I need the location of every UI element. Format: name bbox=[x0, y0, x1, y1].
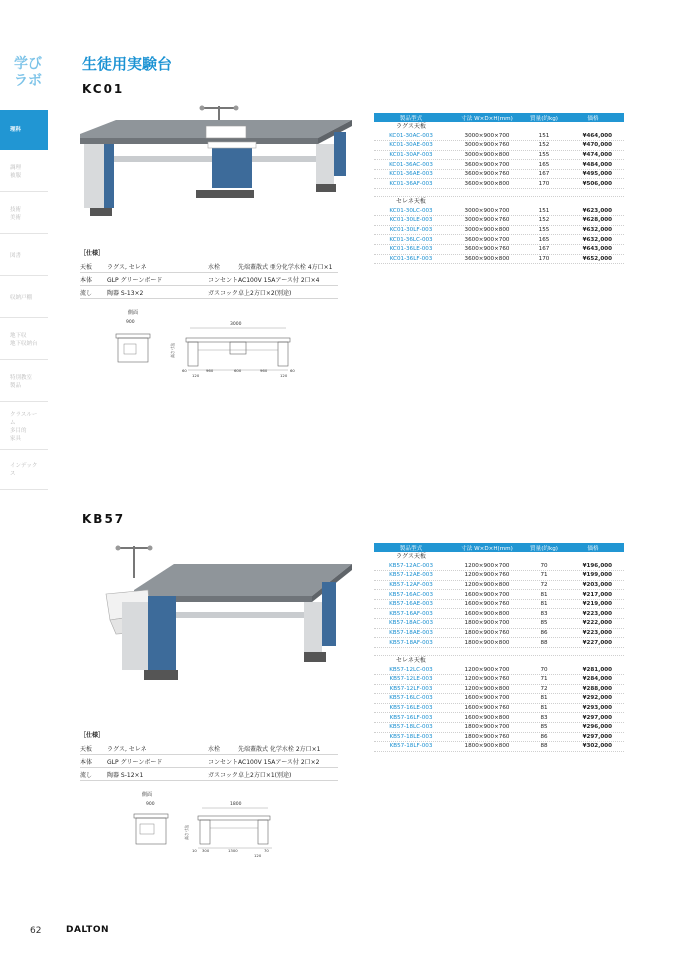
row-group bbox=[374, 665, 624, 751]
dimensions: 1600×900×700 bbox=[464, 591, 510, 598]
sidebar bbox=[0, 0, 48, 960]
side-label: 側面 bbox=[128, 310, 139, 316]
table-row bbox=[374, 685, 624, 695]
model-code: KC01-36LE-003 bbox=[389, 246, 433, 253]
row-group bbox=[374, 132, 624, 190]
table-row bbox=[374, 235, 624, 245]
dimensions: 1800×900×700 bbox=[464, 620, 510, 627]
weight: 81 bbox=[540, 705, 548, 712]
weight: 86 bbox=[540, 629, 548, 636]
model-code: KB57-18LC-003 bbox=[389, 724, 433, 731]
sidebar-item-tech-art[interactable]: 技術 美術 bbox=[0, 194, 48, 234]
model-code: KC01-30LE-003 bbox=[389, 217, 433, 224]
table-header: 製品型式 寸法 W×D×H(mm) 質量(約kg) 価格 bbox=[374, 113, 624, 122]
group-label: ラグス天板 bbox=[396, 553, 426, 560]
price: ¥281,000 bbox=[582, 666, 612, 673]
kc01-product-table bbox=[374, 113, 624, 264]
table-row bbox=[374, 665, 624, 675]
dimensions: 1800×900×700 bbox=[464, 724, 510, 731]
table-row bbox=[374, 255, 624, 265]
weight: 151 bbox=[538, 132, 550, 139]
kb57-spec bbox=[80, 730, 338, 781]
svg-text:120: 120 bbox=[254, 853, 262, 858]
svg-text:900: 900 bbox=[126, 320, 135, 325]
table-row bbox=[374, 216, 624, 226]
spec-title: ［仕様］ bbox=[80, 250, 105, 257]
dimensions: 1600×900×760 bbox=[464, 705, 510, 712]
price: ¥643,000 bbox=[582, 246, 612, 253]
table-row bbox=[374, 562, 624, 572]
table-row bbox=[374, 600, 624, 610]
model-code: KB57-12AC-003 bbox=[388, 562, 434, 569]
dimensions: 1600×900×760 bbox=[464, 601, 510, 608]
kc01-spec-table bbox=[80, 260, 338, 299]
table-row bbox=[374, 581, 624, 591]
svg-text:960: 960 bbox=[206, 368, 214, 373]
weight: 72 bbox=[540, 685, 548, 692]
weight: 151 bbox=[538, 207, 550, 214]
dimensions: 3000×900×800 bbox=[464, 151, 510, 158]
svg-text:高さ寸法: 高さ寸法 bbox=[170, 342, 175, 358]
weight: 81 bbox=[540, 601, 548, 608]
weight: 167 bbox=[538, 171, 550, 178]
model-code: KB57-16LC-003 bbox=[389, 695, 433, 702]
svg-text:1300: 1300 bbox=[228, 848, 238, 853]
model-code: KB57-18AE-003 bbox=[389, 629, 433, 636]
dimensions: 1800×900×760 bbox=[464, 733, 510, 740]
weight: 72 bbox=[540, 581, 548, 588]
weight: 81 bbox=[540, 695, 548, 702]
dimensions: 1600×900×700 bbox=[464, 695, 510, 702]
model-code: KB57-16AF-003 bbox=[389, 610, 433, 617]
table-row bbox=[374, 151, 624, 161]
row-group bbox=[374, 562, 624, 648]
price: ¥296,000 bbox=[582, 724, 612, 731]
svg-text:60: 60 bbox=[182, 368, 187, 373]
table-row bbox=[374, 160, 624, 170]
dimensions: 1600×900×800 bbox=[464, 714, 510, 721]
svg-text:70: 70 bbox=[264, 848, 269, 853]
sidebar-item-underground[interactable]: 地下収 地下収納台 bbox=[0, 320, 48, 360]
price: ¥217,000 bbox=[582, 591, 612, 598]
svg-text:3000: 3000 bbox=[230, 322, 242, 327]
weight: 85 bbox=[540, 724, 548, 731]
weight: 71 bbox=[540, 572, 548, 579]
dimensions: 3600×900×700 bbox=[464, 236, 510, 243]
table-row bbox=[374, 590, 624, 600]
table-row bbox=[374, 179, 624, 189]
weight: 165 bbox=[538, 161, 550, 168]
price: ¥219,000 bbox=[582, 601, 612, 608]
price: ¥632,000 bbox=[582, 236, 612, 243]
svg-text:120: 120 bbox=[280, 373, 288, 378]
table-row bbox=[374, 571, 624, 581]
model-code: KC01-36AC-003 bbox=[389, 161, 433, 168]
model-code: KB57-12LC-003 bbox=[389, 666, 433, 673]
price: ¥284,000 bbox=[582, 676, 612, 683]
model-code: KB57-12AF-003 bbox=[389, 581, 433, 588]
model-code: KC01-30AE-003 bbox=[389, 142, 433, 149]
price: ¥227,000 bbox=[582, 639, 612, 646]
price: ¥470,000 bbox=[582, 142, 612, 149]
model-code: KB57-18LE-003 bbox=[389, 733, 433, 740]
price: ¥223,000 bbox=[582, 629, 612, 636]
model-code: KB57-16AC-003 bbox=[388, 591, 434, 598]
sidebar-item-classroom[interactable]: クラスルーム 多目的 家具 bbox=[0, 404, 48, 450]
svg-text:10: 10 bbox=[192, 848, 197, 853]
model-code: KC01-30LF-003 bbox=[389, 227, 433, 234]
dimensions: 1800×900×760 bbox=[464, 629, 510, 636]
model-code: KC01-30AF-003 bbox=[389, 151, 433, 158]
price: ¥222,000 bbox=[582, 620, 612, 627]
sidebar-item-cooking[interactable]: 調理 被服 bbox=[0, 152, 48, 192]
dimensions: 3000×900×760 bbox=[464, 142, 510, 149]
model-code: KB57-12LF-003 bbox=[389, 685, 433, 692]
weight: 86 bbox=[540, 733, 548, 740]
price: ¥628,000 bbox=[582, 217, 612, 224]
weight: 83 bbox=[540, 610, 548, 617]
price: ¥293,000 bbox=[582, 705, 612, 712]
dimensions: 1200×900×800 bbox=[464, 685, 510, 692]
table-row bbox=[374, 132, 624, 142]
kb57-table-illustration bbox=[104, 538, 356, 684]
dimensions: 3000×900×800 bbox=[464, 227, 510, 234]
svg-text:1800: 1800 bbox=[230, 802, 242, 807]
group-label: セレネ天板 bbox=[396, 198, 426, 206]
table-row bbox=[374, 226, 624, 236]
weight: 88 bbox=[540, 743, 548, 750]
model-code: KC01-36LF-003 bbox=[389, 255, 433, 262]
table-row bbox=[374, 713, 624, 723]
brand-logo: DALTON bbox=[66, 925, 110, 935]
table-row bbox=[374, 638, 624, 648]
spec-row: 本体 GLP グリーンボード コンセント AC100V 15Aアース付 2口×4 bbox=[80, 273, 338, 286]
dimensions: 1200×900×700 bbox=[464, 562, 510, 569]
table-row bbox=[374, 619, 624, 629]
spec-title: ［仕様］ bbox=[80, 732, 105, 739]
model-code: KC01-36LC-003 bbox=[389, 236, 433, 243]
row-group bbox=[374, 207, 624, 265]
model-code: KB57-12LE-003 bbox=[389, 676, 433, 683]
kb57-dimension-drawing bbox=[128, 790, 278, 862]
table-row bbox=[374, 629, 624, 639]
spec-row: 天板 ラグス, セレネ 水栓 先端蓋散式 化学水栓 2方口×1 bbox=[80, 742, 338, 755]
sidebar-item-index[interactable]: インデックス bbox=[0, 450, 48, 490]
model-name-kb57: KB57 bbox=[82, 512, 126, 526]
svg-text:60: 60 bbox=[290, 368, 295, 373]
weight: 170 bbox=[538, 180, 550, 187]
spec-row: 天板 ラグス, セレネ 水栓 先端蓋散式 亜分化学水栓 4方口×1 bbox=[80, 260, 338, 273]
table-row bbox=[374, 694, 624, 704]
svg-text:300: 300 bbox=[202, 848, 210, 853]
sidebar-item-special[interactable]: 特別教室 製品 bbox=[0, 362, 48, 402]
price: ¥302,000 bbox=[582, 743, 612, 750]
model-code: KB57-18AC-003 bbox=[388, 620, 434, 627]
svg-text:高さ寸法: 高さ寸法 bbox=[184, 824, 189, 840]
price: ¥288,000 bbox=[582, 685, 612, 692]
price: ¥474,000 bbox=[582, 151, 612, 158]
price: ¥464,000 bbox=[582, 132, 612, 139]
side-label: 側面 bbox=[142, 792, 153, 798]
dimensions: 3600×900×800 bbox=[464, 180, 510, 187]
weight: 85 bbox=[540, 620, 548, 627]
svg-text:960: 960 bbox=[260, 368, 268, 373]
dimensions: 3000×900×760 bbox=[464, 217, 510, 224]
dimensions: 1200×900×700 bbox=[464, 666, 510, 673]
model-code: KB57-18LF-003 bbox=[389, 743, 433, 750]
model-code: KC01-30LC-003 bbox=[389, 207, 433, 214]
model-code: KC01-30AC-003 bbox=[389, 132, 433, 139]
model-code: KB57-16AE-003 bbox=[389, 601, 433, 608]
kb57-product-table bbox=[374, 543, 624, 752]
model-code: KB57-16LF-003 bbox=[389, 714, 433, 721]
model-code: KB57-12AE-003 bbox=[389, 572, 433, 579]
price: ¥297,000 bbox=[582, 733, 612, 740]
price: ¥623,000 bbox=[582, 207, 612, 214]
dimensions: 3600×900×800 bbox=[464, 255, 510, 262]
weight: 71 bbox=[540, 676, 548, 683]
dimensions: 1600×900×800 bbox=[464, 610, 510, 617]
model-code: KB57-18AF-003 bbox=[389, 639, 433, 646]
weight: 81 bbox=[540, 591, 548, 598]
weight: 170 bbox=[538, 255, 550, 262]
price: ¥223,000 bbox=[582, 610, 612, 617]
table-row bbox=[374, 742, 624, 752]
dimensions: 3600×900×760 bbox=[464, 246, 510, 253]
group-label: セレネ天板 bbox=[396, 656, 426, 664]
kc01-spec bbox=[80, 248, 338, 299]
price: ¥506,000 bbox=[582, 180, 612, 187]
dimensions: 1800×900×800 bbox=[464, 743, 510, 750]
kc01-table-illustration bbox=[76, 98, 362, 222]
model-code: KB57-16LE-003 bbox=[389, 705, 433, 712]
dimensions: 1200×900×760 bbox=[464, 676, 510, 683]
weight: 165 bbox=[538, 236, 550, 243]
kb57-spec-table bbox=[80, 742, 338, 781]
table-row bbox=[374, 170, 624, 180]
spec-row: 流し 陶器 S-13×2 ガスコック 卓上2方口×2(別途) bbox=[80, 286, 338, 299]
group-label: ラグス天板 bbox=[396, 123, 426, 130]
dimensions: 3600×900×700 bbox=[464, 161, 510, 168]
price: ¥632,000 bbox=[582, 227, 612, 234]
dimensions: 1800×900×800 bbox=[464, 639, 510, 646]
spec-row: 本体 GLP グリーンボード コンセント AC100V 15Aアース付 2口×2 bbox=[80, 755, 338, 768]
sidebar-item-science[interactable]: 理科 bbox=[0, 110, 48, 150]
spec-row: 流し 陶器 S-12×1 ガスコック 卓上2方口×1(別途) bbox=[80, 768, 338, 781]
svg-text:900: 900 bbox=[146, 802, 155, 807]
model-name-kc01: KC01 bbox=[82, 82, 125, 96]
table-row bbox=[374, 733, 624, 743]
weight: 70 bbox=[540, 666, 548, 673]
weight: 152 bbox=[538, 217, 550, 224]
sidebar-item-library[interactable]: 図書 bbox=[0, 236, 48, 276]
price: ¥199,000 bbox=[582, 572, 612, 579]
model-code: KC01-36AF-003 bbox=[389, 180, 433, 187]
price: ¥652,000 bbox=[582, 255, 612, 262]
table-header: 製品型式 寸法 W×D×H(mm) 質量(約kg) 価格 bbox=[374, 543, 624, 552]
weight: 152 bbox=[538, 142, 550, 149]
page-number: 62 bbox=[30, 926, 42, 936]
dimensions: 3600×900×760 bbox=[464, 171, 510, 178]
svg-text:120: 120 bbox=[192, 373, 200, 378]
weight: 155 bbox=[538, 227, 550, 234]
table-row bbox=[374, 723, 624, 733]
price: ¥484,000 bbox=[582, 161, 612, 168]
model-code: KC01-36AE-003 bbox=[389, 171, 433, 178]
price: ¥292,000 bbox=[582, 695, 612, 702]
table-row bbox=[374, 141, 624, 151]
kc01-dimension-drawing bbox=[108, 308, 304, 382]
weight: 155 bbox=[538, 151, 550, 158]
table-row bbox=[374, 609, 624, 619]
price: ¥196,000 bbox=[582, 562, 612, 569]
sidebar-brand: 学び ラボ bbox=[14, 56, 42, 89]
price: ¥495,000 bbox=[582, 171, 612, 178]
price: ¥297,000 bbox=[582, 714, 612, 721]
page-title: 生徒用実験台 bbox=[82, 55, 173, 73]
dimensions: 3000×900×700 bbox=[464, 207, 510, 214]
table-row bbox=[374, 675, 624, 685]
table-row bbox=[374, 245, 624, 255]
table-row bbox=[374, 207, 624, 217]
dimensions: 1200×900×800 bbox=[464, 581, 510, 588]
dimensions: 3000×900×700 bbox=[464, 132, 510, 139]
weight: 70 bbox=[540, 562, 548, 569]
svg-text:600: 600 bbox=[234, 368, 242, 373]
table-row bbox=[374, 704, 624, 714]
weight: 83 bbox=[540, 714, 548, 721]
price: ¥203,000 bbox=[582, 581, 612, 588]
dimensions: 1200×900×760 bbox=[464, 572, 510, 579]
weight: 167 bbox=[538, 246, 550, 253]
sidebar-item-storage[interactable]: 収納戸棚 bbox=[0, 278, 48, 318]
weight: 88 bbox=[540, 639, 548, 646]
